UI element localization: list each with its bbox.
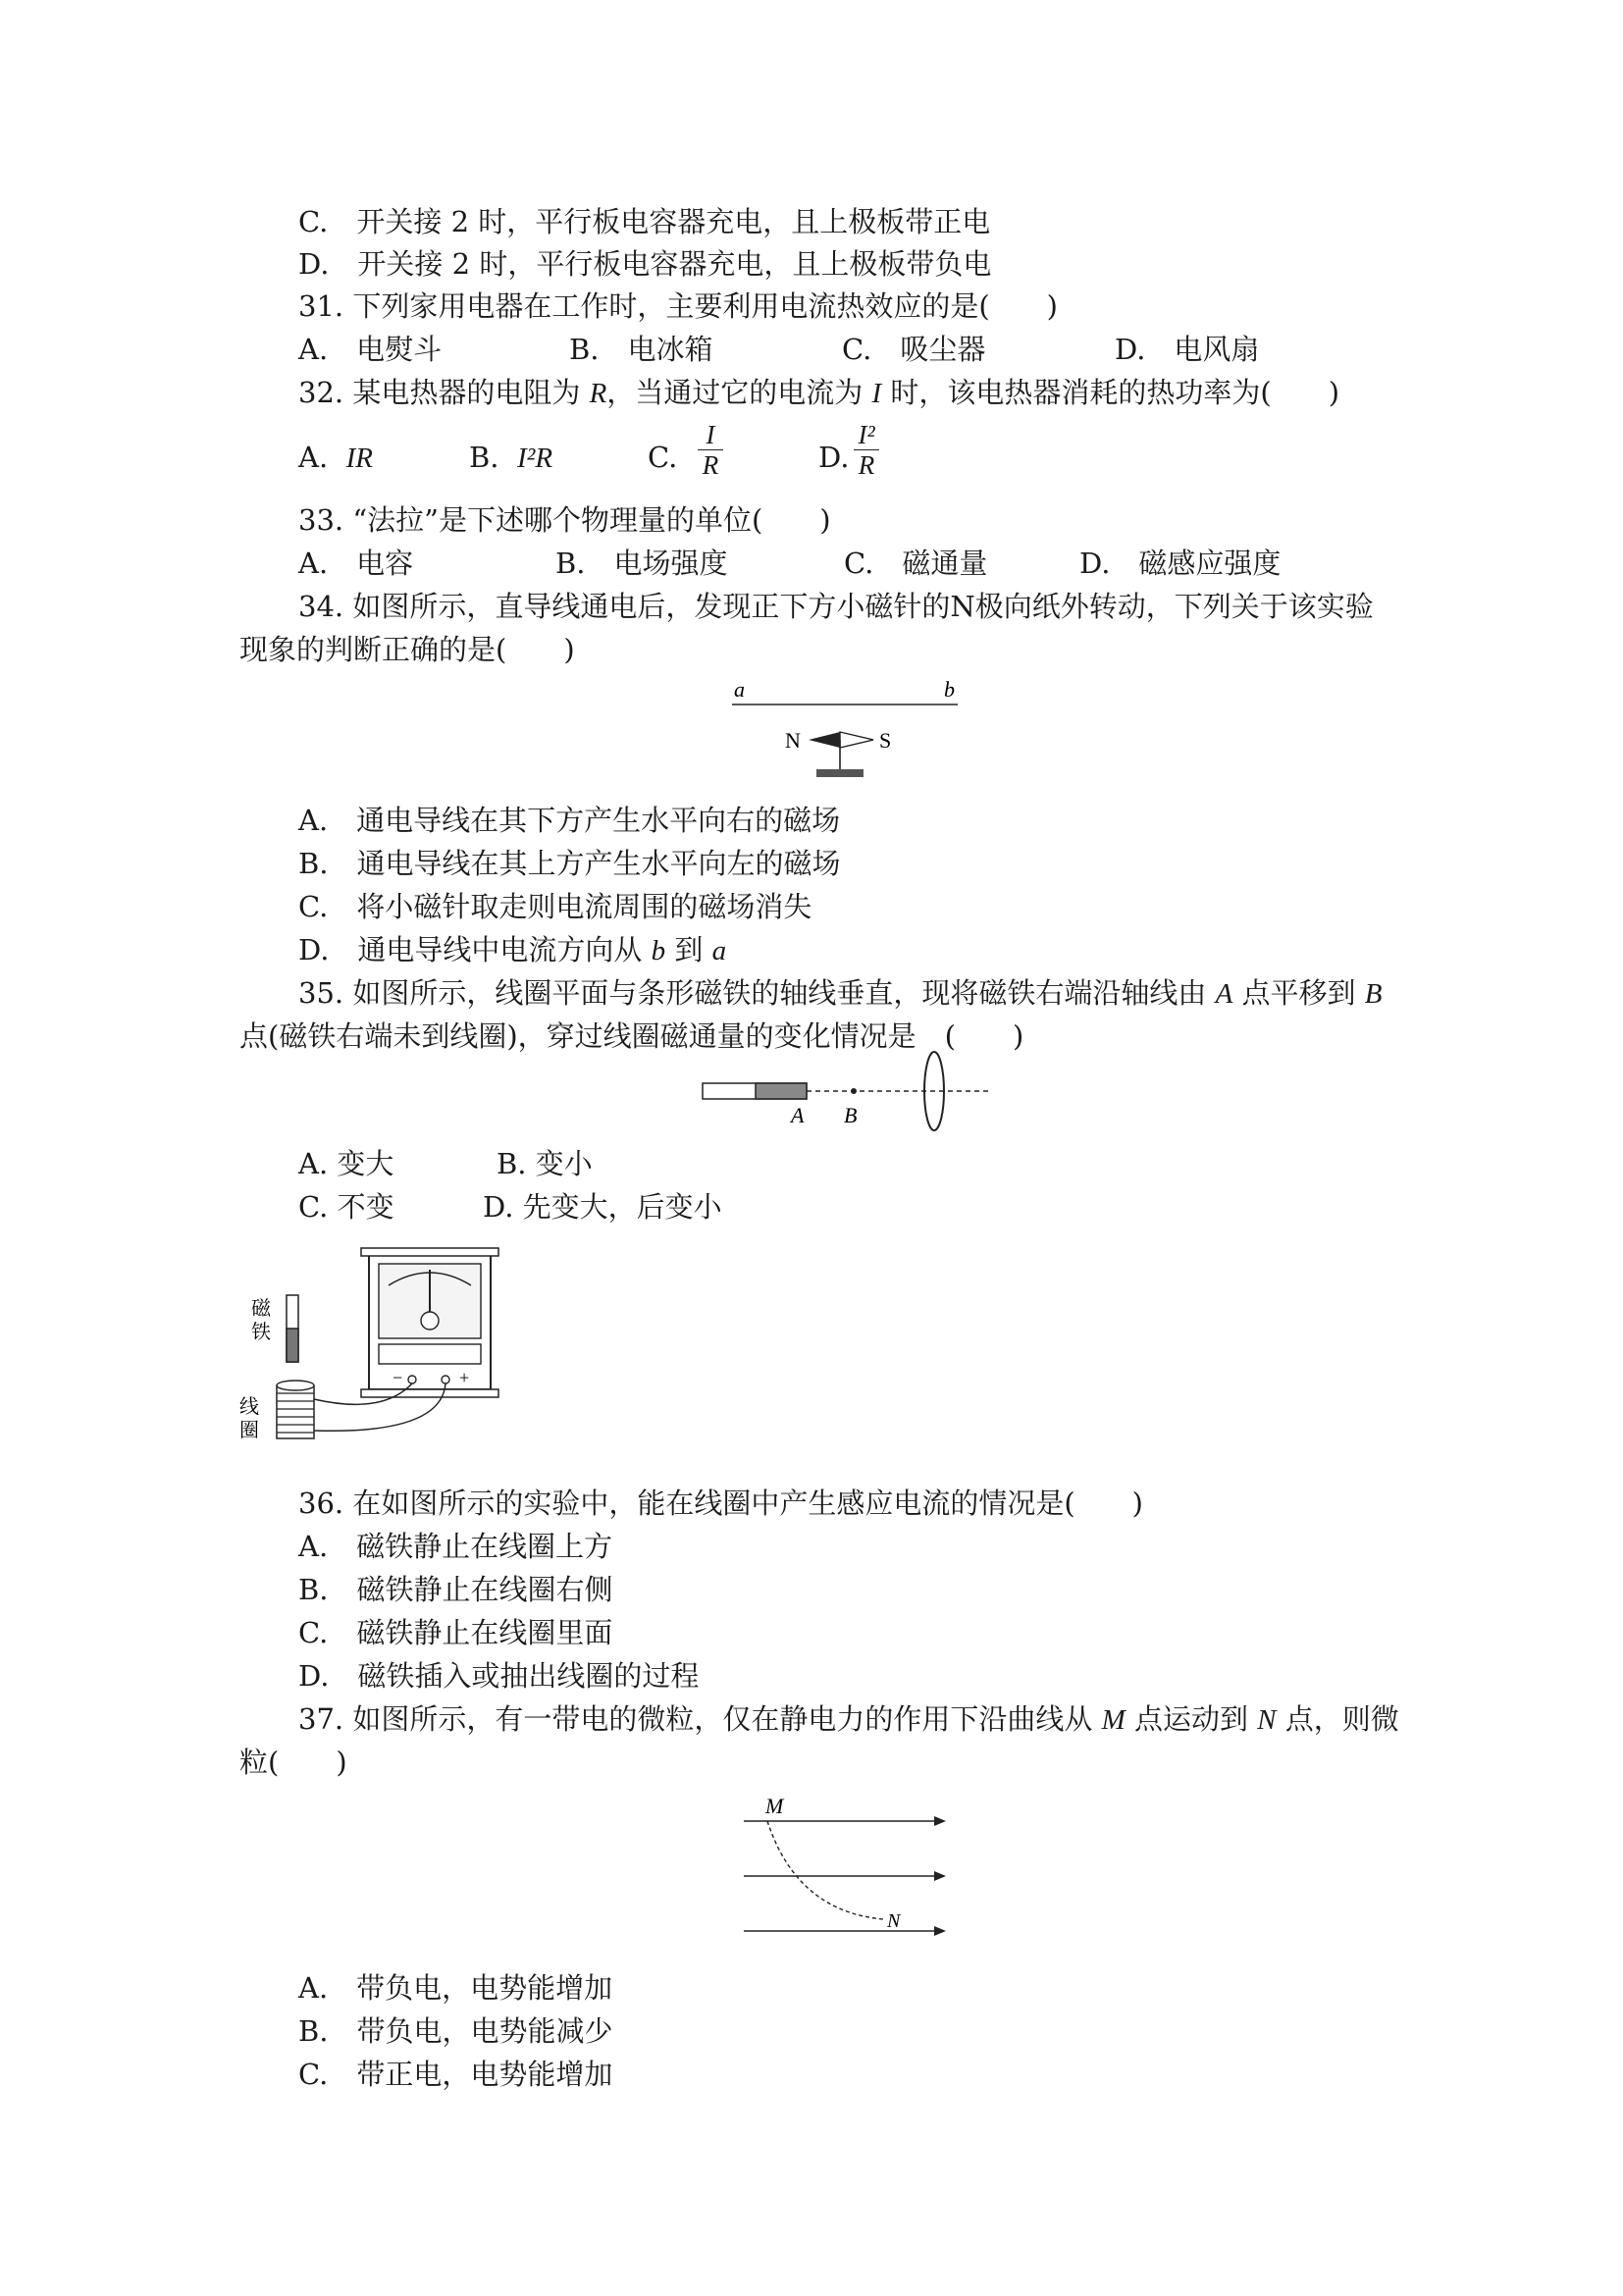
q34-label-a: a (734, 677, 745, 702)
q35-label-a: A (791, 1103, 805, 1127)
q35-figure (697, 1052, 1001, 1140)
q34-option-b: B. 通电导线在其上方产生水平向左的磁场 (298, 847, 841, 880)
terminal-plus: + (459, 1368, 470, 1387)
q33-option-c: C. 磁通量 (844, 547, 988, 580)
magnet-label-1: 磁 (251, 1298, 271, 1320)
q36-option-a: A. 磁铁静止在线圈上方 (298, 1530, 613, 1563)
q35-label-b: B (844, 1103, 858, 1127)
q36-option-b: B. 磁铁静止在线圈右侧 (298, 1573, 613, 1606)
q34-label-b: b (944, 677, 955, 702)
q37-option-c: C. 带正电，电势能增加 (298, 2058, 613, 2091)
q35-stem-line1: 35. 如图所示，线圈平面与条形磁铁的轴线垂直，现将磁铁右端沿轴线由 A 点平移到 B (298, 976, 1383, 1010)
q33-option-a: A. 电容 (298, 547, 414, 580)
compass-needle-south (840, 732, 873, 748)
q32-option-d-fraction: I² R (852, 420, 881, 480)
q32-option-d-label: D. (818, 441, 850, 474)
q32-option-b: B. I²R (469, 441, 553, 474)
q36-option-d: D. 磁铁插入或抽出线圈的过程 (298, 1659, 700, 1693)
q37-option-b: B. 带负电，电势能减少 (298, 2014, 613, 2048)
q32-option-a: A. IR (298, 441, 373, 474)
q36-stem: 36. 在如图所示的实验中，能在线圈中产生感应电流的情况是( ) (298, 1487, 1143, 1520)
q35-option-d: D. 先变大，后变小 (483, 1190, 722, 1224)
q30-option-d: D. 开关接 2 时，平行板电容器充电，且上极板带负电 (298, 247, 992, 281)
compass-needle-north (809, 732, 840, 748)
q35-option-a: A. 变大 (298, 1147, 394, 1180)
q32-stem: 32. 某电热器的电阻为 R，当通过它的电流为 I 时，该电热器消耗的热功率为( ) (298, 376, 1340, 409)
q33-stem: 33. “法拉”是下述哪个物理量的单位( ) (298, 503, 831, 537)
q34-option-d: D. 通电导线中电流方向从 b 到 a (298, 933, 727, 966)
q34-stem-line2: 现象的判断正确的是( ) (239, 633, 575, 666)
q35-stem-line2: 点(磁铁右端未到线圈)，穿过线圈磁通量的变化情况是 ( ) (239, 1019, 1024, 1053)
terminal-minus: − (393, 1368, 403, 1387)
point-b (851, 1088, 857, 1094)
q37-label-n: N (887, 1910, 901, 1932)
q34-label-n: N (785, 728, 801, 753)
q31-option-d: D. 电风扇 (1115, 333, 1260, 366)
q31-option-c: C. 吸尘器 (842, 333, 986, 366)
q37-label-m: M (765, 1794, 784, 1818)
q34-label-s: S (879, 728, 892, 753)
q31-option-b: B. 电冰箱 (569, 333, 713, 366)
q31-stem: 31. 下列家用电器在工作时，主要利用电流热效应的是( ) (298, 289, 1058, 323)
q37-stem-line1: 37. 如图所示，有一带电的微粒，仅在静电力的作用下沿曲线从 M 点运动到 N 点，则微 (298, 1702, 1399, 1736)
q31-option-a: A. 电熨斗 (298, 333, 443, 366)
q35-option-c: C. 不变 (298, 1190, 394, 1224)
q33-option-d: D. 磁感应强度 (1079, 547, 1282, 580)
coil-label-2: 圈 (239, 1420, 259, 1441)
q37-stem-line2: 粒( ) (239, 1746, 347, 1779)
q35-option-b: B. 变小 (497, 1147, 593, 1180)
q30-option-c: C. 开关接 2 时，平行板电容器充电，且上极板带正电 (298, 205, 991, 238)
q32-option-c-fraction: I R (696, 420, 725, 480)
q36-figure (236, 1242, 530, 1448)
q34-option-a: A. 通电导线在其下方产生水平向右的磁场 (298, 804, 841, 837)
q34-stem-line1: 34. 如图所示，直导线通电后，发现正下方小磁针的N极向纸外转动，下列关于该实验 (298, 590, 1374, 623)
q37-figure (738, 1794, 954, 1951)
q32-option-c-label: C. (648, 441, 678, 474)
particle-trajectory (767, 1821, 883, 1919)
coil-label-1: 线 (239, 1396, 259, 1418)
compass-stand (816, 769, 864, 777)
q33-option-b: B. 电场强度 (555, 547, 728, 580)
q36-option-c: C. 磁铁静止在线圈里面 (298, 1616, 613, 1649)
magnet-label-2: 铁 (251, 1322, 271, 1343)
q34-figure (726, 679, 962, 787)
q34-option-c: C. 将小磁针取走则电流周围的磁场消失 (298, 890, 812, 923)
q37-option-a: A. 带负电，电势能增加 (298, 1971, 613, 2005)
